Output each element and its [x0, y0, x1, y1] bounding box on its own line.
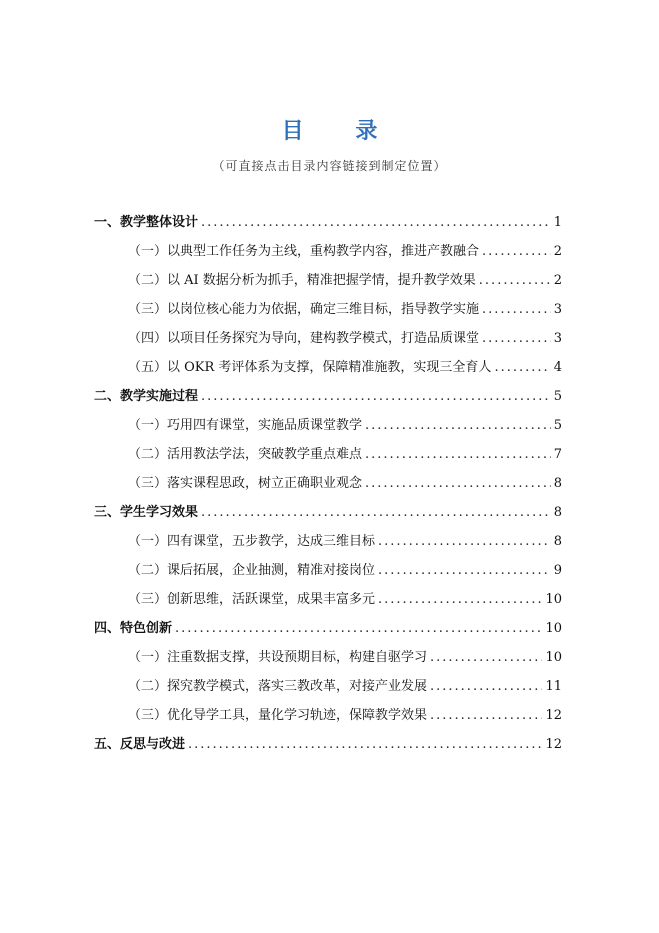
dot-leader — [378, 585, 542, 614]
toc-entry-label: 五、反思与改进 — [94, 737, 186, 752]
dot-leader — [430, 672, 542, 701]
toc-entry-label: （三）以岗位核心能力为依据，确定三维目标，指导教学实施 — [128, 302, 480, 317]
dot-leader — [175, 614, 542, 643]
toc-page-number: 1 — [553, 215, 562, 230]
toc-page-number: 8 — [553, 534, 562, 549]
toc-page-number: 2 — [553, 273, 562, 288]
toc-entry-label: （一）注重数据支撑，共设预期目标，构建自驱学习 — [128, 650, 428, 665]
toc-entry-label: （二）以 AI 数据分析为抓手，精准把握学情，提升教学效果 — [128, 273, 476, 288]
toc-page-number: 10 — [545, 650, 562, 665]
toc-entry-section-2-1[interactable] — [94, 411, 562, 440]
dot-leader — [365, 469, 551, 498]
dot-leader — [378, 527, 551, 556]
toc-entry-section-3-2[interactable] — [94, 556, 562, 585]
toc-entry-label: （三）落实课程思政，树立正确职业观念 — [128, 476, 363, 491]
dot-leader — [365, 411, 551, 440]
toc-entry-section-4-3[interactable] — [94, 701, 562, 730]
toc-entry-section-5[interactable] — [94, 730, 562, 759]
dot-leader — [494, 353, 550, 382]
toc-entry-label: （二）课后拓展，企业抽测，精准对接岗位 — [128, 563, 376, 578]
dot-leader — [201, 498, 551, 527]
dot-leader — [365, 440, 551, 469]
toc-entry-section-3-1[interactable] — [94, 527, 562, 556]
toc-entry-label: （三）优化导学工具，量化学习轨迹，保障教学效果 — [128, 708, 428, 723]
toc-entry-label: 一、教学整体设计 — [94, 215, 199, 230]
toc-page-number: 10 — [545, 592, 562, 607]
dot-leader — [479, 266, 551, 295]
dot-leader — [482, 324, 551, 353]
toc-entry-section-4[interactable] — [94, 614, 562, 643]
dot-leader — [430, 643, 542, 672]
toc-entry-section-1-5[interactable] — [94, 353, 562, 382]
dot-leader — [482, 237, 551, 266]
toc-entry-label: （三）创新思维，活跃课堂，成果丰富多元 — [128, 592, 376, 607]
toc-entry-section-1-2[interactable] — [94, 266, 562, 295]
dot-leader — [188, 730, 542, 759]
toc-entry-label: （二）活用教法学法，突破教学重点难点 — [128, 447, 363, 462]
toc-page-number: 10 — [545, 621, 562, 636]
dot-leader — [201, 208, 551, 237]
toc-page-number: 3 — [553, 302, 562, 317]
toc-page-number: 5 — [553, 389, 562, 404]
dot-leader — [201, 382, 551, 411]
toc-entry-label: （二）探究教学模式，落实三教改革，对接产业发展 — [128, 679, 428, 694]
toc-entry-section-2[interactable] — [94, 382, 562, 411]
toc-page-number: 8 — [553, 476, 562, 491]
toc-page-number: 12 — [545, 708, 562, 723]
dot-leader — [430, 701, 542, 730]
toc-entry-section-1-1[interactable] — [94, 237, 562, 266]
toc-entry-label: （一）以典型工作任务为主线，重构教学内容，推进产教融合 — [128, 244, 480, 259]
dot-leader — [378, 556, 551, 585]
toc-entry-label: （一）巧用四有课堂，实施品质课堂教学 — [128, 418, 363, 433]
table-of-contents — [94, 208, 562, 759]
toc-page-number: 12 — [545, 737, 562, 752]
toc-entry-section-2-2[interactable] — [94, 440, 562, 469]
toc-page-number: 8 — [553, 505, 562, 520]
toc-page-number: 11 — [545, 679, 562, 694]
toc-page-number: 3 — [553, 331, 562, 346]
toc-entry-section-1-3[interactable] — [94, 295, 562, 324]
toc-entry-section-2-3[interactable] — [94, 469, 562, 498]
toc-entry-section-1[interactable] — [94, 208, 562, 237]
toc-page-number: 5 — [553, 418, 562, 433]
toc-entry-section-4-1[interactable] — [94, 643, 562, 672]
toc-entry-label: 二、教学实施过程 — [94, 389, 199, 404]
toc-page-number: 9 — [553, 563, 562, 578]
toc-entry-label: （一）四有课堂，五步教学，达成三维目标 — [128, 534, 376, 549]
toc-page-number: 2 — [553, 244, 562, 259]
dot-leader — [482, 295, 551, 324]
toc-instruction: （可直接点击目录内容链接到制定位置） — [212, 159, 447, 173]
toc-entry-label: （四）以项目任务探究为导向，建构教学模式，打造品质课堂 — [128, 331, 480, 346]
toc-entry-label: 四、特色创新 — [94, 621, 173, 636]
page-title: 目 录 — [281, 118, 400, 144]
toc-entry-section-1-4[interactable] — [94, 324, 562, 353]
toc-page-number: 7 — [553, 447, 562, 462]
toc-entry-label: 三、学生学习效果 — [94, 505, 199, 520]
toc-entry-label: （五）以 OKR 考评体系为支撑，保障精准施教，实现三全育人 — [128, 360, 492, 375]
toc-page-number: 4 — [553, 360, 562, 375]
toc-entry-section-3[interactable] — [94, 498, 562, 527]
toc-entry-section-3-3[interactable] — [94, 585, 562, 614]
toc-entry-section-4-2[interactable] — [94, 672, 562, 701]
